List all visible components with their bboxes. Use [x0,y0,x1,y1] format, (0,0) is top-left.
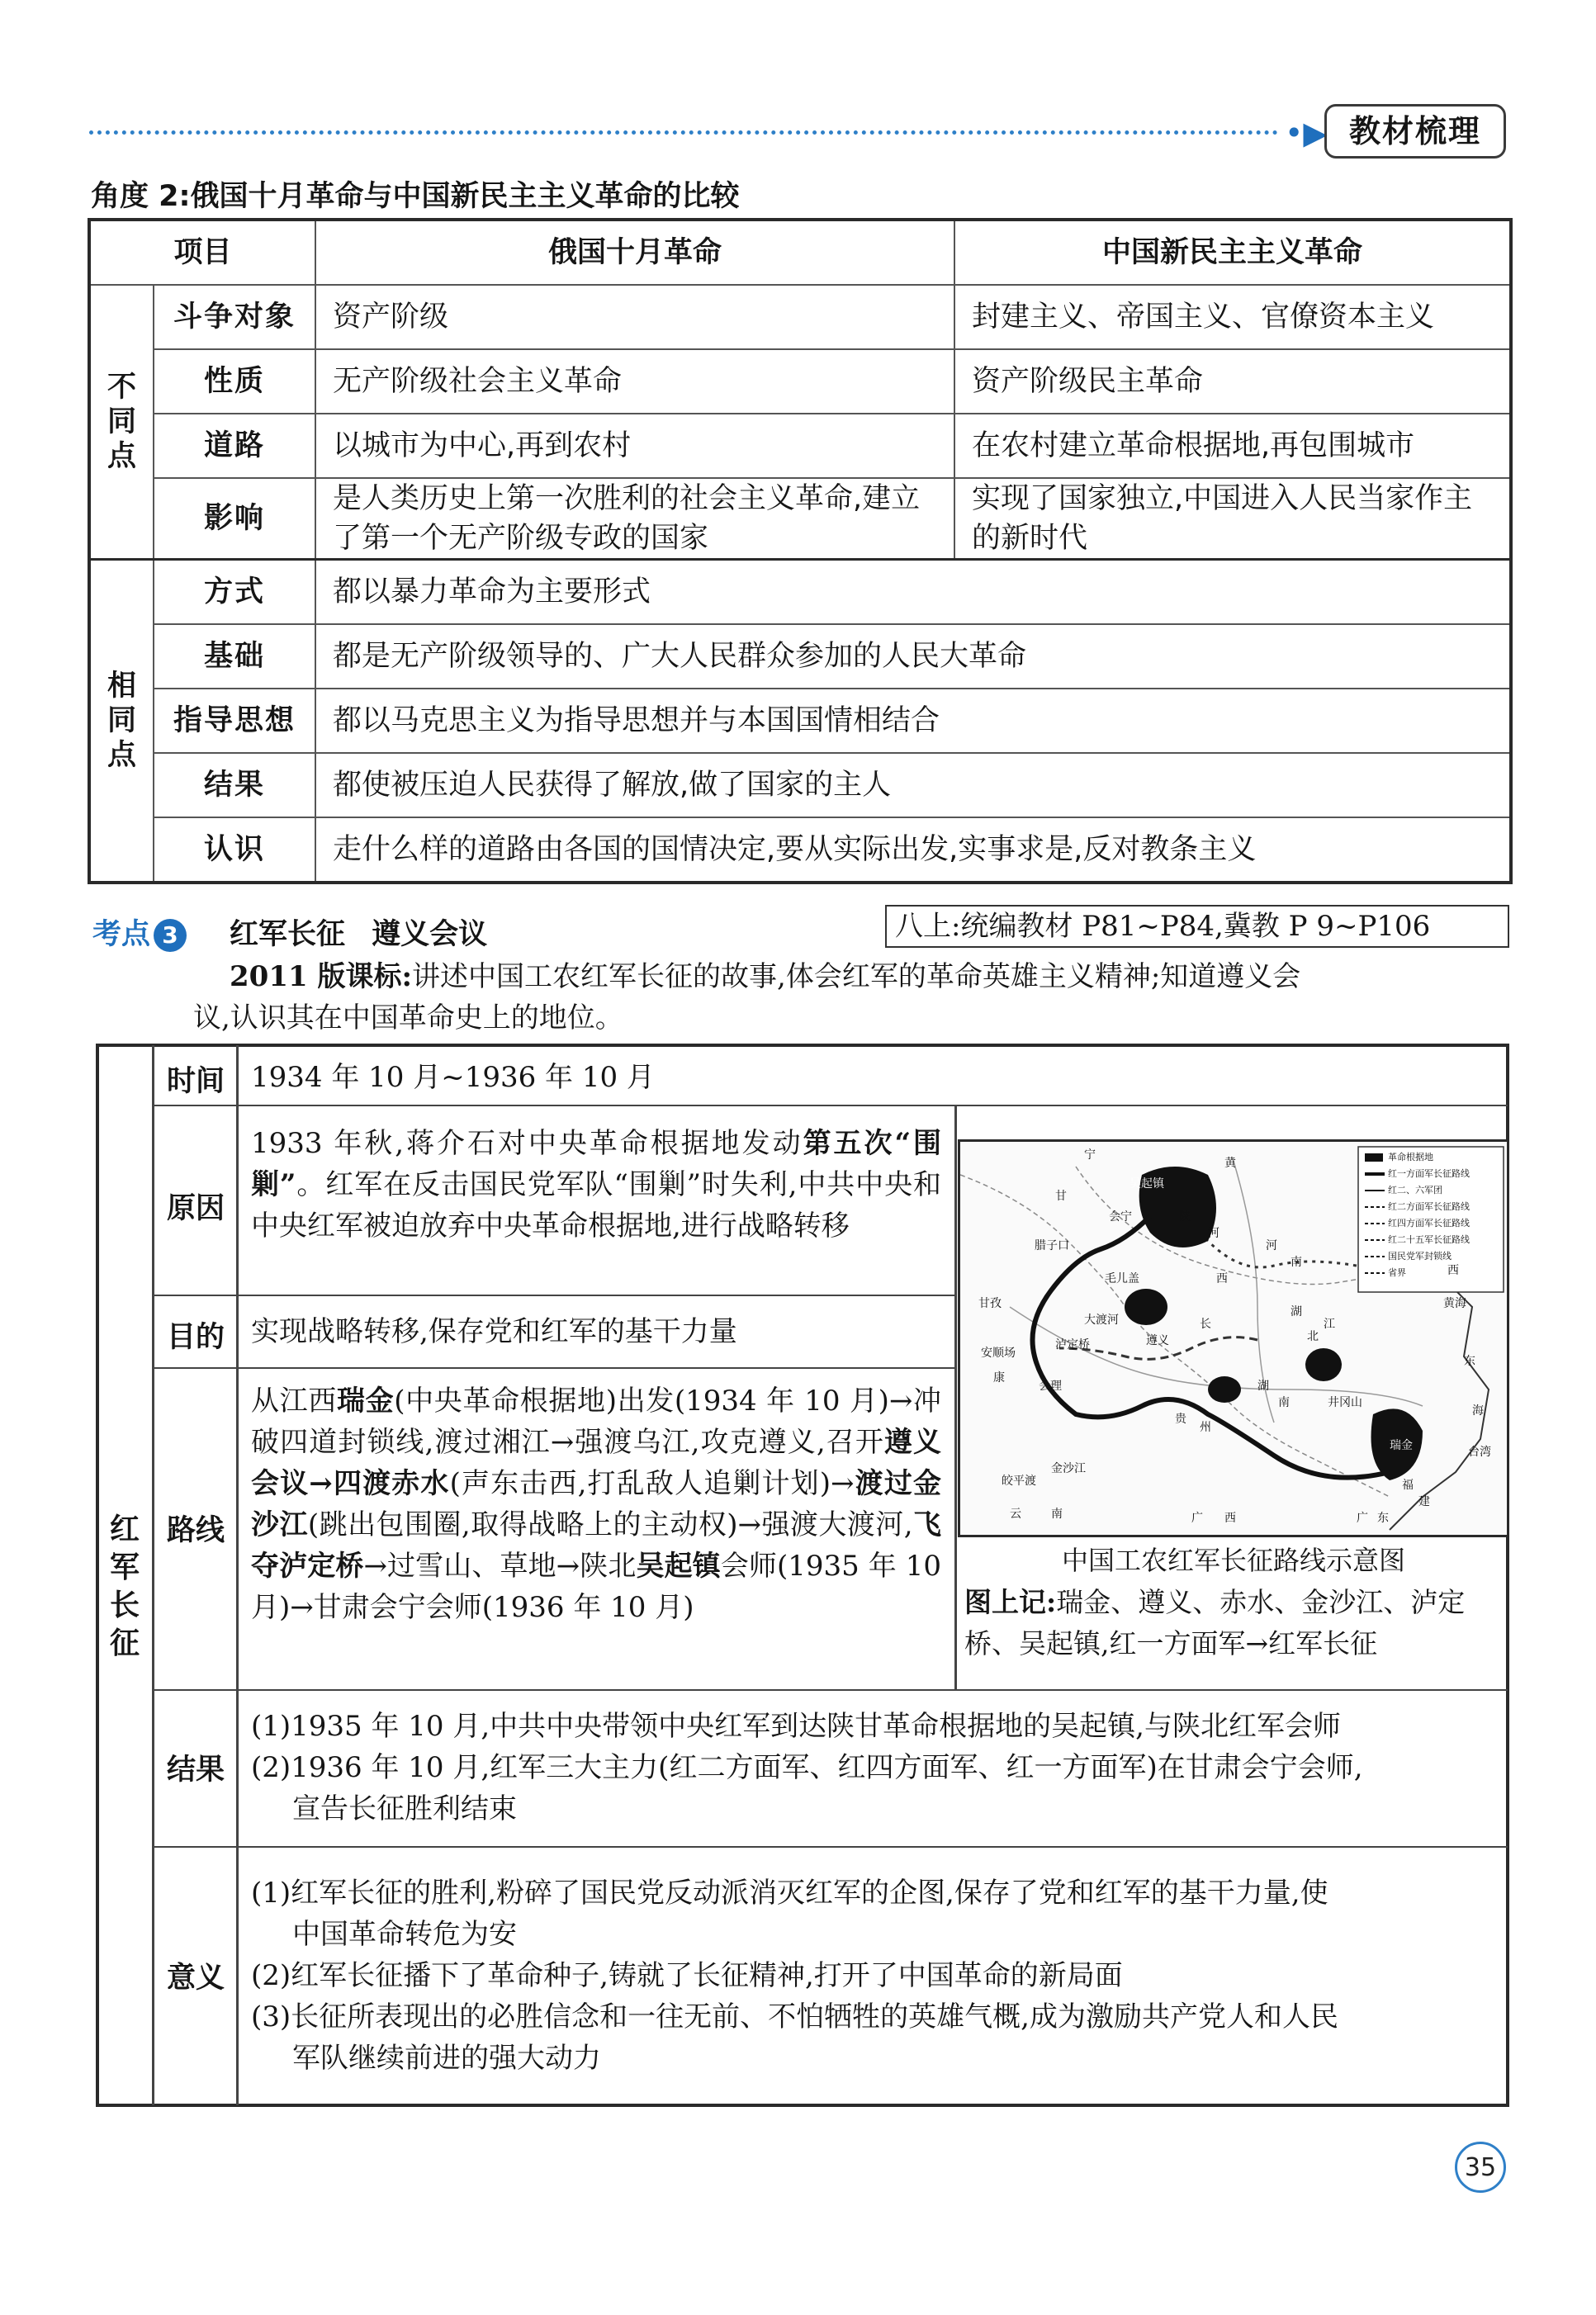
group-label-longmarch [97,1511,152,1663]
group-label-char: 点 [107,739,136,772]
group-label-char: 军 [109,1550,140,1584]
cause-text: 。红军在反击国民党军队“围剿”时失利,中共中央和中央红军被迫放弃中央革命根据地,进行战略转移 [251,1168,941,1243]
route-key-place: 渡过金沙江 [251,1467,941,1541]
route-cell [251,1380,941,1628]
row-label: 认识 [154,817,315,883]
map-place-label: 陕 [1179,1210,1191,1224]
table-cell: 无产阶级社会主义革命 [315,349,954,414]
map-place-label: 河 [1266,1239,1277,1252]
route-text: →过雪山、草地→陕北 [363,1550,637,1583]
map-place-label: 大渡河 [1084,1314,1119,1327]
table-cell: 都是无产阶级领导的、广大人民群众参加的人民大革命 [315,624,1511,689]
map-place-label: 吴起镇 [1130,1177,1164,1191]
result-item-cont: 宣告长征胜利结束 [292,1792,517,1825]
legend-label: 红二十五军长征路线 [1388,1234,1470,1245]
map-place-label: 金沙江 [1051,1462,1086,1475]
group-label-char: 长 [109,1588,140,1622]
map-place-label: 黄 [1224,1157,1236,1170]
table-row [89,689,1511,753]
cause-cell [251,1123,941,1247]
route-text: (中央革命根据地)出发(1934 年 10 月)→冲破四道封锁线,渡过湘江→强渡乌江,攻克遵义,召开 [251,1385,942,1459]
map-place-label: 腊子口 [1035,1239,1069,1252]
route-key-place: 瑞金 [336,1385,395,1418]
table-cell: 是人类历史上第一次胜利的社会主义革命,建立了第一个无产阶级专政的国家 [315,478,954,560]
result-item: (2)1936 年 10 月,红军三大主力(红二方面军、红四方面军、红一方面军)在甘肃会宁会师, [251,1751,1363,1784]
textbook-reference: 八上:统编教材 P81~P84,冀教 P 9~P106 [885,905,1509,948]
table-cell: 资产阶级 [315,285,954,349]
time-cell: 1934 年 10 月~1936 年 10 月 [251,1061,655,1094]
page-number: 35 [1455,2142,1506,2193]
map-memo [964,1582,1509,1664]
table-cell: 以城市为中心,再到农村 [315,414,954,478]
kaodian-tag: 考点 [92,918,151,951]
legend-symbol [1365,1153,1383,1162]
map-place-label: 会宁 [1109,1210,1132,1224]
column-header: 中国新民主主义革命 [954,220,1511,285]
angle2-title: 角度 2:俄国十月革命与中国新民主主义革命的比较 [91,180,740,213]
kaodian-number: 3 [154,919,187,952]
standard-label: 2011 版课标: [230,960,413,993]
standard-text: 讲述中国工农红军长征的故事,体会红军的革命英雄主义精神;知道遵义会 [412,960,1301,993]
route-text: (声东击西,打乱敌人追剿计划)→ [449,1467,855,1500]
map-place-label: 安顺场 [981,1347,1016,1360]
base-area [1208,1376,1241,1403]
map-place-label: 北 [1307,1330,1319,1343]
map-place-label: 西 [1447,1264,1459,1277]
purpose-cell: 实现战略转移,保存党和红军的基干力量 [251,1315,737,1348]
map-place-label: 泸定桥 [1055,1338,1090,1352]
map-place-label: 湖 [1291,1305,1302,1318]
group-label-char: 同 [107,405,136,438]
row-label: 结果 [154,753,315,817]
kaodian-badge [92,911,187,953]
map-place-label: 皎平渡 [1002,1475,1036,1488]
divider [154,1105,1508,1106]
map-place-label: 长 [1200,1318,1211,1331]
comparison-table [88,218,1513,884]
map-place-label: 河 [1208,1227,1219,1240]
route-key-place: 吴起镇 [636,1550,721,1583]
base-area [1125,1289,1167,1325]
curriculum-standard-cont: 议,认识其在中国革命史上的地位。 [193,1001,623,1034]
map-place-label: 康 [993,1371,1005,1385]
route-text: 从江西 [251,1385,337,1418]
map-place-label: 西 [1216,1272,1228,1285]
row-label: 基础 [154,624,315,689]
map-caption: 中国工农红军长征路线示意图 [1061,1545,1405,1576]
section-title: 红军长征 遵义会议 [230,918,488,951]
column-header: 项目 [89,220,315,285]
map-place-label: 贵 [1175,1413,1186,1426]
map-place-label: 毛儿盖 [1105,1272,1139,1285]
legend-label: 革命根据地 [1388,1152,1433,1162]
map-graphic [960,1142,1507,1535]
table-cell: 实现了国家独立,中国进入人民当家作主的新时代 [954,478,1511,560]
table-cell: 都以暴力革命为主要形式 [315,560,1511,625]
map-place-label: 南 [1278,1396,1290,1409]
legend-label: 红二方面军长征路线 [1388,1201,1470,1212]
column-header: 俄国十月革命 [315,220,954,285]
table-row [89,817,1511,883]
base-area [1305,1348,1342,1381]
map-place-label: 广 [1357,1512,1368,1525]
row-label-purpose: 目的 [166,1321,225,1354]
table-cell: 都使被压迫人民获得了解放,做了国家的主人 [315,753,1511,817]
group-label-char: 点 [107,440,136,473]
map-place-label: 台湾 [1468,1446,1491,1459]
map-memo-text: 瑞金、遵义、赤水、金沙江、泸定桥、吴起镇,红一方面军→红军长征 [964,1586,1466,1659]
cause-emphasis: 第五次“围剿” [251,1127,941,1201]
map-place-label: 州 [1200,1421,1211,1434]
significance-item: (1)红军长征的胜利,粉碎了国民党反动派消灭红军的企图,保存了党和红军的基干力量,使 [251,1877,1328,1910]
significance-item: (2)红军长征播下了革命种子,铸就了长征精神,打开了中国革命的新局面 [251,1959,1123,1992]
route-key-place: 飞夺泸定桥 [251,1508,942,1583]
group-label-char: 不 [107,371,136,404]
table-header-row [89,220,1511,285]
section-tab: 教材梳理 [1324,104,1506,159]
map-place-label: 会理 [1039,1380,1062,1393]
legend-label: 国民党军封锁线 [1388,1251,1452,1262]
divider [154,1689,1508,1691]
row-label: 道路 [154,414,315,478]
map-place-label: 云 [1010,1508,1021,1521]
divider [154,1846,1508,1848]
group-label-char: 征 [109,1626,140,1660]
significance-item-cont: 中国革命转危为安 [292,1918,517,1951]
group-label-char: 同 [107,704,136,737]
map-memo-label: 图上记: [964,1586,1057,1618]
table-row [89,478,1511,560]
curriculum-standard [230,956,1511,997]
group-label-same [89,560,154,883]
row-label-cause: 原因 [166,1192,225,1225]
map-place-label: 江 [1324,1318,1335,1331]
legend-label: 红一方面军长征路线 [1388,1168,1470,1179]
group-label-char: 红 [109,1513,140,1546]
map-place-label: 甘孜 [978,1297,1002,1310]
route-text: (跳出包围圈,取得战略上的主动权)→强渡大渡河, [307,1508,913,1541]
long-march-map [958,1139,1509,1537]
row-label: 性质 [154,349,315,414]
significance-item-cont: 军队继续前进的强大动力 [292,2042,601,2075]
map-place-label: 海 [1472,1404,1484,1418]
table-cell: 都以马克思主义为指导思想并与本国国情相结合 [315,689,1511,753]
map-place-label: 东 [1464,1355,1475,1368]
map-place-label: 建 [1418,1495,1430,1508]
result-cell [251,1706,1499,1830]
divider [152,1045,154,2105]
result-item: (1)1935 年 10 月,中共中央带领中央红军到达陕甘革命根据地的吴起镇,与陕北红军会师 [251,1710,1341,1743]
map-place-label: 南 [1051,1508,1063,1521]
divider [154,1367,956,1369]
table-cell: 走什么样的道路由各国的国情决定,要从实际出发,实事求是,反对教条主义 [315,817,1511,883]
legend-label: 红二、六军团 [1388,1185,1442,1195]
table-row [89,414,1511,478]
map-place-label: 瑞金 [1390,1439,1413,1452]
route-text: 会师(1935 年 10 月)→甘肃会宁会师(1936 年 10 月) [251,1550,942,1624]
group-label-different [89,285,154,560]
table-row [89,624,1511,689]
divider [236,1045,239,2105]
row-label-route: 路线 [166,1514,225,1547]
significance-item: (3)长征所表现出的必胜信念和一往无前、不怕牺牲的英雄气概,成为激励共产党人和人民 [251,2000,1338,2033]
row-label: 斗争对象 [154,285,315,349]
group-label-char: 相 [107,670,136,703]
row-label: 影响 [154,478,315,560]
divider [154,1295,956,1296]
cause-text: 1933 年秋,蒋介石对中央革命根据地发动 [251,1127,803,1160]
map-place-label: 黄海 [1443,1297,1466,1310]
legend-label: 红四方面军长征路线 [1388,1218,1470,1229]
row-label: 指导思想 [154,689,315,753]
map-place-label: 遵义 [1146,1334,1169,1347]
divider [954,1105,957,1691]
table-row [89,560,1511,625]
row-label-significance: 意义 [166,1962,225,1995]
row-label-result: 结果 [166,1754,225,1787]
arrow-right-icon: •▶ [1285,115,1328,151]
legend-label: 省界 [1388,1267,1406,1278]
map-place-label: 西 [1224,1512,1236,1525]
map-place-label: 福 [1402,1479,1414,1492]
map-place-label: 广 [1191,1512,1203,1525]
map-place-label: 南 [1291,1256,1302,1269]
map-place-label: 甘 [1055,1190,1067,1203]
route-25th-army [1208,1241,1357,1267]
map-place-label: 湖 [1257,1380,1269,1393]
table-row [89,349,1511,414]
table-cell: 资产阶级民主革命 [954,349,1511,414]
route-key-place: 遵义会议→四渡赤水 [251,1426,941,1500]
significance-cell [251,1872,1499,2079]
row-label: 方式 [154,560,315,625]
table-cell: 在农村建立革命根据地,再包围城市 [954,414,1511,478]
header-dotted-rule [89,130,1278,135]
map-place-label: 井冈山 [1328,1396,1362,1409]
map-place-label: 东 [1377,1512,1389,1525]
map-place-label: 宁 [1084,1148,1096,1162]
table-row [89,285,1511,349]
row-label-time: 时间 [166,1065,225,1098]
table-row [89,753,1511,817]
table-cell: 封建主义、帝国主义、官僚资本主义 [954,285,1511,349]
